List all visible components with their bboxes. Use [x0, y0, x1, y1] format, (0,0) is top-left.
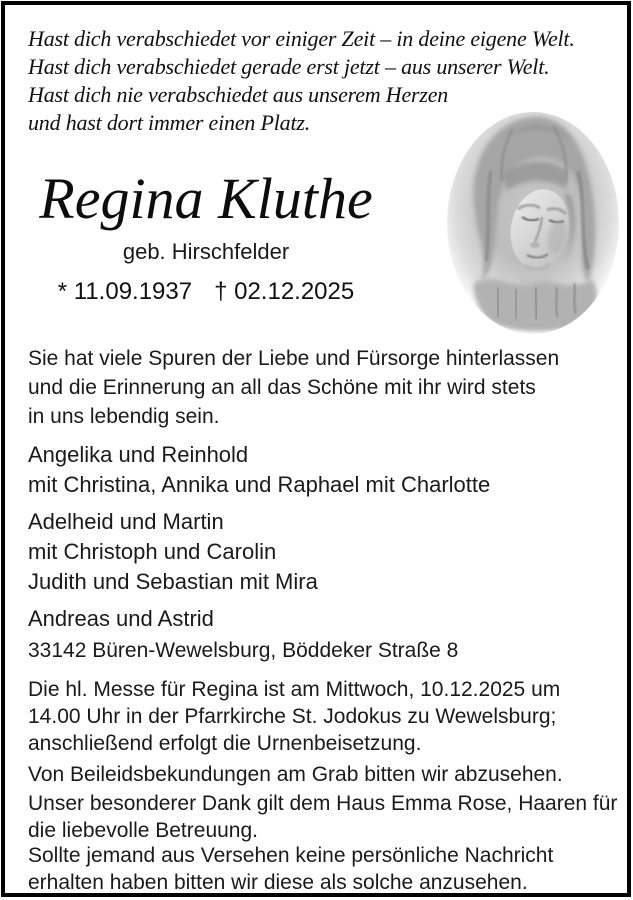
tribute-line: Sie hat viele Spuren der Liebe und Fürsorge hinterlassen — [28, 347, 560, 370]
mourner-line: mit Christina, Annika und Raphael mit Charlotte — [28, 472, 491, 497]
final-note — [28, 842, 553, 896]
pieta-statue-image — [446, 111, 620, 335]
poem-line: Hast dich verabschiedet gerade erst jetzt – aus unserer Welt. — [28, 54, 550, 79]
service-line: anschließend erfolgt die Urnenbeisetzung. — [28, 732, 422, 755]
mourner-line: Judith und Sebastian mit Mira — [28, 569, 318, 594]
mourner-line: Angelika und Reinhold — [28, 442, 249, 467]
pieta-statue-graphic — [446, 111, 620, 335]
mourner-line: Adelheid und Martin — [28, 509, 224, 534]
service-line: Die hl. Messe für Regina ist am Mittwoch, 10.12.2025 um — [28, 678, 561, 701]
deceased-name: Regina Kluthe — [39, 166, 373, 231]
service-line: 14.00 Uhr in der Pfarrkirche St. Jodokus zu Wewelsburg; — [28, 705, 557, 728]
thanks-note — [28, 790, 617, 844]
family-address: 33142 Büren-Wewelsburg, Böddeker Straße 8 — [28, 639, 459, 662]
maiden-name: geb. Hirschfelder — [122, 239, 290, 264]
poem-line: Hast dich nie verabschiedet aus unserem Herzen — [28, 82, 449, 107]
birth-date: * 11.09.1937 — [57, 278, 193, 305]
tribute-line: und die Erinnerung an all das Schöne mit ihr wird stets — [28, 376, 536, 399]
poem-line: und hast dort immer einen Platz. — [28, 110, 311, 135]
final-note-line: Sollte jemand aus Versehen keine persönliche Nachricht — [28, 844, 554, 867]
death-date: † 02.12.2025 — [214, 278, 355, 305]
life-dates — [0, 278, 412, 306]
tribute-line: in uns lebendig sein. — [28, 405, 220, 428]
mourner-line: mit Christoph und Carolin — [28, 539, 277, 564]
deceased-header — [0, 166, 412, 306]
thanks-line: Unser besonderer Dank gilt dem Haus Emma Rose, Haaren für — [28, 792, 618, 815]
service-info — [28, 676, 560, 757]
final-note-line: erhalten haben bitten wir diese als solche anzusehen. — [28, 871, 528, 894]
poem-line: Hast dich verabschiedet vor einiger Zeit – in deine eigene Welt. — [28, 26, 575, 51]
mourner-line: Andreas und Astrid — [28, 606, 214, 631]
mourners-list — [28, 440, 490, 634]
tribute-paragraph — [28, 344, 559, 431]
condolence-note: Von Beileidsbekundungen am Grab bitten wir abzusehen. — [28, 763, 563, 786]
thanks-line: die liebevolle Betreuung. — [28, 819, 258, 842]
